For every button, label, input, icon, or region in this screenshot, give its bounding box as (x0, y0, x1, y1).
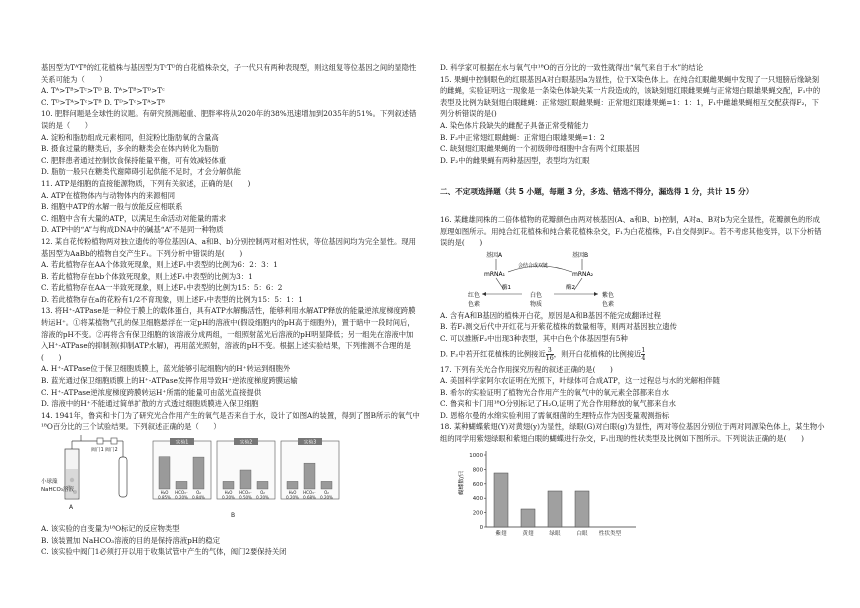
chart-bar (548, 491, 562, 527)
experiment-bar (223, 481, 234, 489)
x-tick-label: 紫翅 (495, 530, 507, 537)
purple-pigment-label-2: 色素 (602, 300, 615, 308)
experiment-bar-pct: 0.20% (320, 495, 333, 500)
experiment-bar (304, 463, 315, 489)
q16-option-b: B. 若F₁测交后代中开红花与开紫花植株的数量相等，则两对基因独立遗传 (440, 322, 677, 332)
q13-option-d: D. 溶液中的H⁺不能通过简单扩散的方式透过细胞质膜进入保卫细胞 (41, 399, 259, 409)
intro-option-cd: C. Tᴰ>Tᴬ>Tᶜ>Tᴮ D. Tᴰ>Tᶜ>Tᴬ>Tᴮ (41, 97, 165, 107)
bind-double-strand-label: 会结合成双链 (518, 262, 549, 269)
q16-pathway-diagram (440, 250, 825, 308)
experiment-title: 实验3 (303, 440, 317, 446)
red-pigment-label-2: 色素 (468, 300, 481, 308)
q15-option-b: B. F₂中正常翅红眼雌蝇：正常翅白眼雄果蝇=1：2 (440, 132, 605, 142)
experiment-bar-pct: 0.50% (239, 495, 252, 500)
chart-bar (575, 491, 589, 527)
solution-label-2: NaHCO₃溶液 (41, 487, 74, 493)
q17-option-a: A. 美国科学家阿尔农证明在光照下，叶绿体可合成ATP，这一过程总与水的光解相伴随 (440, 376, 720, 386)
experiment-bar-label: HCO₃⁻ (303, 490, 316, 495)
q10-option-c: C. 肥胖患者通过控制饮食保持能量平衡，可有效减轻体重 (41, 155, 227, 165)
q14-option-b: B. 该装置加 NaHCO₃溶液的目的是保持溶液pH的稳定 (41, 535, 220, 545)
white-substance-label-2: 物质 (530, 300, 543, 308)
experiment-bar-pct: 0.20% (222, 495, 235, 500)
question-12: 12. 某自花传粉植物两对独立遗传的等位基因(A、a和B、b)分别控制两对相对性状，等位基因间均为完全显性。现用基因型为AaBb的植物自交产生F₁。下列分析中错误的是( ) (41, 236, 416, 258)
question-16: 16. 某雌雄同株的二倍体植物的花瓣颜色由两对核基因(A、a和B、b)控制，A对a、B对b为完全显性，花瓣颜色的形成原理如图所示。用纯合红花植株和纯合紫花植株杂交，F₁为白花植株，F₁自交得到F₂。若不考虑其他变异，以下分析错误的是( ) (440, 214, 822, 248)
experiment-bar-label: HCO₃⁻ (175, 490, 188, 495)
question-15: 15. 果蝇中控制眼色的红眼基因A对白眼基因a为显性，位于X染色体上。在纯合红眼雌果蝇中发现了一只翅膀后缘缺刻的雌蝇，实验证明这一现象是一条染色体缺失某一片段造成的，该缺刻翅红眼雌果蝇与正常翅白眼雄果蝇交配，F₁中的表型及比例为缺刻翅白眼雌蝇：正常翅红眼雌果蝇：正常翅红眼雄果蝇=1：1：1，F₁中雌雄果蝇相互交配获得F₂，下列分析错误的是() (440, 74, 821, 119)
question-17: 17. 下列有关光合作用探究历程的叙述正确的是( ) (440, 364, 613, 374)
experiment-bar-pct: 0.20% (175, 495, 188, 500)
enzyme-2-label: 酶2 (566, 284, 575, 291)
chart-bar (494, 473, 508, 527)
experiment-panels (153, 438, 339, 500)
experiment-bar (287, 481, 298, 489)
q14-option-c: C. 该实验中阀门1必须打开以用于收集试管中产生的气体，阀门2要保持关闭 (41, 547, 287, 557)
apparatus-a (65, 435, 127, 499)
experiment-bar (176, 481, 187, 489)
right-column (440, 62, 825, 537)
experiment-bar-label: HCO₃⁻ (239, 490, 252, 495)
question-10: 10. 肥胖问题是全球性的议题。有研究预测超重、肥胖率将从2020年的38%迅速增加到2035年的51%。下列叙述错误的是（ ） (41, 109, 417, 130)
question-13: 13. 将H⁺-ATPase是一种位于膜上的载体蛋白，具有ATP水解酶活性，能够利用水解ATP释放的能量逆浓度梯度跨膜转运H⁺。①将某植物气孔的保卫细胞悬浮在一定pH的溶液中(假设细胞内的pH高于细胞外)，置于暗中一段时间后，溶液的pH不变。②再将含有保卫细胞的该溶液分成两组，一组照射蓝光后溶液的pH明显降低；另一组先在溶液中加入H⁺-ATPase的抑制剂(抑制ATP水解)，再用蓝光照射，溶液的pH不变。根据上述实验结果，下列推测不合理的是( ) (41, 306, 416, 362)
valve-2-label: 阀门2 (105, 448, 118, 453)
red-pigment-label: 红色 (468, 291, 481, 299)
q12-option-c: C. 若此植物存在AA一半致死现象，则上述F₁中表型的比例为15：5：6：2 (41, 283, 283, 293)
pathway-svg (468, 250, 678, 308)
q12-option-d: D. 若此植物存在a的花粉有1/2不育现象，则上述F₁中表型的比例为15：5：1：1 (41, 294, 303, 304)
q11-option-d: D. ATP中的“A”与构成DNA中的碱基“A”不是同一种物质 (41, 225, 224, 235)
intro-question: 基因型为TᴬTᴮ的红花植株与基因型为TᶜTᴰ的白花植株杂交，子一代只有两种表现型，则这组复等位基因之间的显隐性关系可能为（ ） (41, 63, 417, 84)
chart-bar (521, 509, 535, 527)
experiment-bar (159, 457, 170, 489)
experiment-bar-label: O₂ (260, 490, 265, 495)
q15-option-a: A. 染色体片段缺失的雌配子具备正常受精能力 (440, 120, 589, 130)
q10-option-a: A. 淀粉和脂肪组成元素相同，但淀粉比脂肪氧的含量高 (41, 132, 219, 142)
white-substance-label: 白色 (530, 291, 543, 299)
experiment-bar (240, 470, 251, 489)
purple-pigment-label: 紫色 (602, 291, 615, 299)
experiment-bar-pct: 0.85% (158, 495, 171, 500)
x-tick-label: 绿眼 (549, 530, 561, 537)
experiment-bar-pct: 0.68% (303, 495, 316, 500)
q10-option-b: B. 摄食过量的糖类后，多余的糖类会在体内转化为脂肪 (41, 144, 219, 154)
solution-label: 小球藻 (41, 479, 58, 485)
y-tick-label: 200 (472, 510, 483, 517)
experiment-bar-pct: 0.20% (286, 495, 299, 500)
q12-option-b: B. 若此植物存在bb个体致死现象，则上述F₁中表型的比例为3：1 (41, 271, 253, 281)
figure-b-label: B (231, 512, 236, 519)
q16-option-d-mid: ，则开白花植株的比例接近 (553, 349, 642, 358)
mrna-1-label: mRNA₁ (484, 270, 506, 278)
experiment-bar (257, 481, 268, 489)
y-tick-label: 400 (472, 495, 483, 502)
q16-option-d-text: D. F₂中若开红花植株的比例接近 (440, 349, 546, 358)
q17-option-b: B. 希尔的实验证明了植物光合作用产生的氧气中的氧元素全部都来自水 (440, 387, 669, 397)
q11-option-a: A. ATP在植物体内与动物体内的来源相同 (41, 190, 176, 200)
experiment-title: 实验2 (239, 440, 253, 446)
question-11: 11. ATP是细胞的直接能源物质，下列有关叙述，正确的是( ) (41, 178, 251, 188)
chart-x-axis-label: 性状类型 (598, 530, 622, 537)
gene-a-label: 基因A (486, 251, 503, 259)
intro-option-ab: A. Tᴬ>Tᴮ>Tᶜ>Tᴰ B. Tᴬ>Tᴮ>Tᴰ>Tᶜ (41, 86, 165, 96)
q17-option-c: C. 鲁宾和卡门用¹⁸O分别标记了H₂O,证明了光合作用释放的氧气都来自水 (440, 399, 676, 409)
q12-option-a: A. 若此植物存在AA个体致死现象，则上述F₁中表型的比例为6：2：3：1 (41, 260, 278, 270)
chart-bars (494, 473, 622, 537)
q18-chart-svg (456, 445, 656, 537)
question-18: 18. 某种蝴蝶紫翅(Y)对黄翅(y)为显性，绿眼(G)对白眼(g)为显性，两对等位基因分别位于两对同源染色体上，某生物小组的同学用紫翅绿眼和紫翅白眼的蝴蝶进行杂交，F₁出现的性状类型及比例如下图所示。下列说法正确的是( ) (440, 422, 825, 444)
y-tick-label: 1000 (469, 452, 483, 459)
experiment-bar-label: H₂O (160, 490, 169, 495)
q15-option-d: D. F₂中的雌果蝇有两种基因型，表型均为红眼 (440, 155, 590, 165)
q16-option-a: A. 含有A和B基因的植株开白花，原因是A和B基因不能完成翻译过程 (440, 310, 661, 320)
chart-y-axis-label: 蝴蝶数/只 (459, 470, 465, 495)
left-column (41, 62, 420, 558)
q14-option-d: D. 科学家可根据在水与氧气中¹⁸O的百分比的一致性就得出“氧气来自于水”的结论 (440, 63, 704, 72)
experiment-bar-label: O₂ (196, 490, 201, 495)
question-14: 14. 1941年，鲁宾和卡门为了研究光合作用产生的氧气是否来自于水，设计了如图A的装置，得到了图B所示的氧气中¹⁸O百分比的三个试验结果。下列叙述正确的是（ ） (41, 410, 420, 432)
q18-bar-chart (440, 445, 825, 537)
q13-option-a: A. H⁺-ATPase位于保卫细胞质膜上，蓝光能够引起细胞内的H⁺转运到细胞外 (41, 364, 291, 374)
experiment-bar-pct: 0.84% (192, 495, 205, 500)
x-tick-label: 黄翅 (522, 530, 534, 537)
experiment-bar-label: H₂O (224, 490, 233, 495)
valve-1-label: 阀门1 (91, 448, 104, 453)
q10-option-d: D. 脂肪一般只在糖类代谢障碍引起供能不足时，才会分解供能 (41, 167, 241, 177)
q11-option-c: C. 细胞中含有大量的ATP，以满足生命活动对能量的需求 (41, 213, 227, 223)
experiment-bar-label: O₂ (324, 490, 329, 495)
y-tick-label: 600 (472, 481, 483, 488)
y-tick-label: 800 (472, 467, 483, 474)
q16-option-c: C. 可以推断F₂中出现3种表型，其中白色个体基因型有5种 (440, 333, 628, 343)
q14-option-a: A. 该实验的自变量为¹⁸O标记的反应物类型 (41, 524, 180, 533)
q15-option-c: C. 缺刻翅红眼雌果蝇的一个初级卵母细胞中含有两个红眼基因 (440, 144, 640, 154)
figure-a-label: A (69, 504, 74, 511)
q14-figure (41, 435, 420, 519)
fraction-3-16: $\frac{3}{16}$ (545, 346, 554, 362)
enzyme-1-label: 酶1 (502, 284, 511, 291)
experiment-bar (321, 481, 332, 489)
experiment-title: 实验1 (175, 440, 189, 446)
q14-figure-svg (41, 435, 341, 519)
section-2-heading: 二、不定项选择题（共 5 小题，每题 3 分，多选、错选不得分，漏选得 1 分，共计 15 分） (440, 187, 754, 197)
gene-b-label: 基因B (572, 251, 589, 259)
experiment-bar (193, 457, 204, 489)
q13-option-b: B. 蓝光通过保卫细胞质膜上的H⁺-ATPase发挥作用导致H⁺逆浓度梯度跨膜运输 (41, 376, 298, 386)
y-tick-label: 0 (479, 524, 483, 531)
mrna-2-label: mRNA₂ (572, 270, 594, 278)
q16-option-d (440, 347, 825, 362)
experiment-bar-pct: 0.20% (256, 495, 269, 500)
q11-option-b: B. 细胞中ATP的水解一般与放能反应相联系 (41, 202, 183, 212)
experiment-bar-label: H₂O (288, 490, 297, 495)
q13-option-c: C. H⁺-ATPase逆浓度梯度跨膜转运H⁺所需的能量可由蓝光直接提供 (41, 387, 262, 397)
x-tick-label: 白眼 (576, 530, 588, 537)
fraction-1-4: $\frac{1}{4}$ (641, 346, 646, 362)
q17-option-d: D. 恩格尔曼的水绵实验利用了需氧细菌的生理特点作为因变量观测指标 (440, 410, 670, 420)
